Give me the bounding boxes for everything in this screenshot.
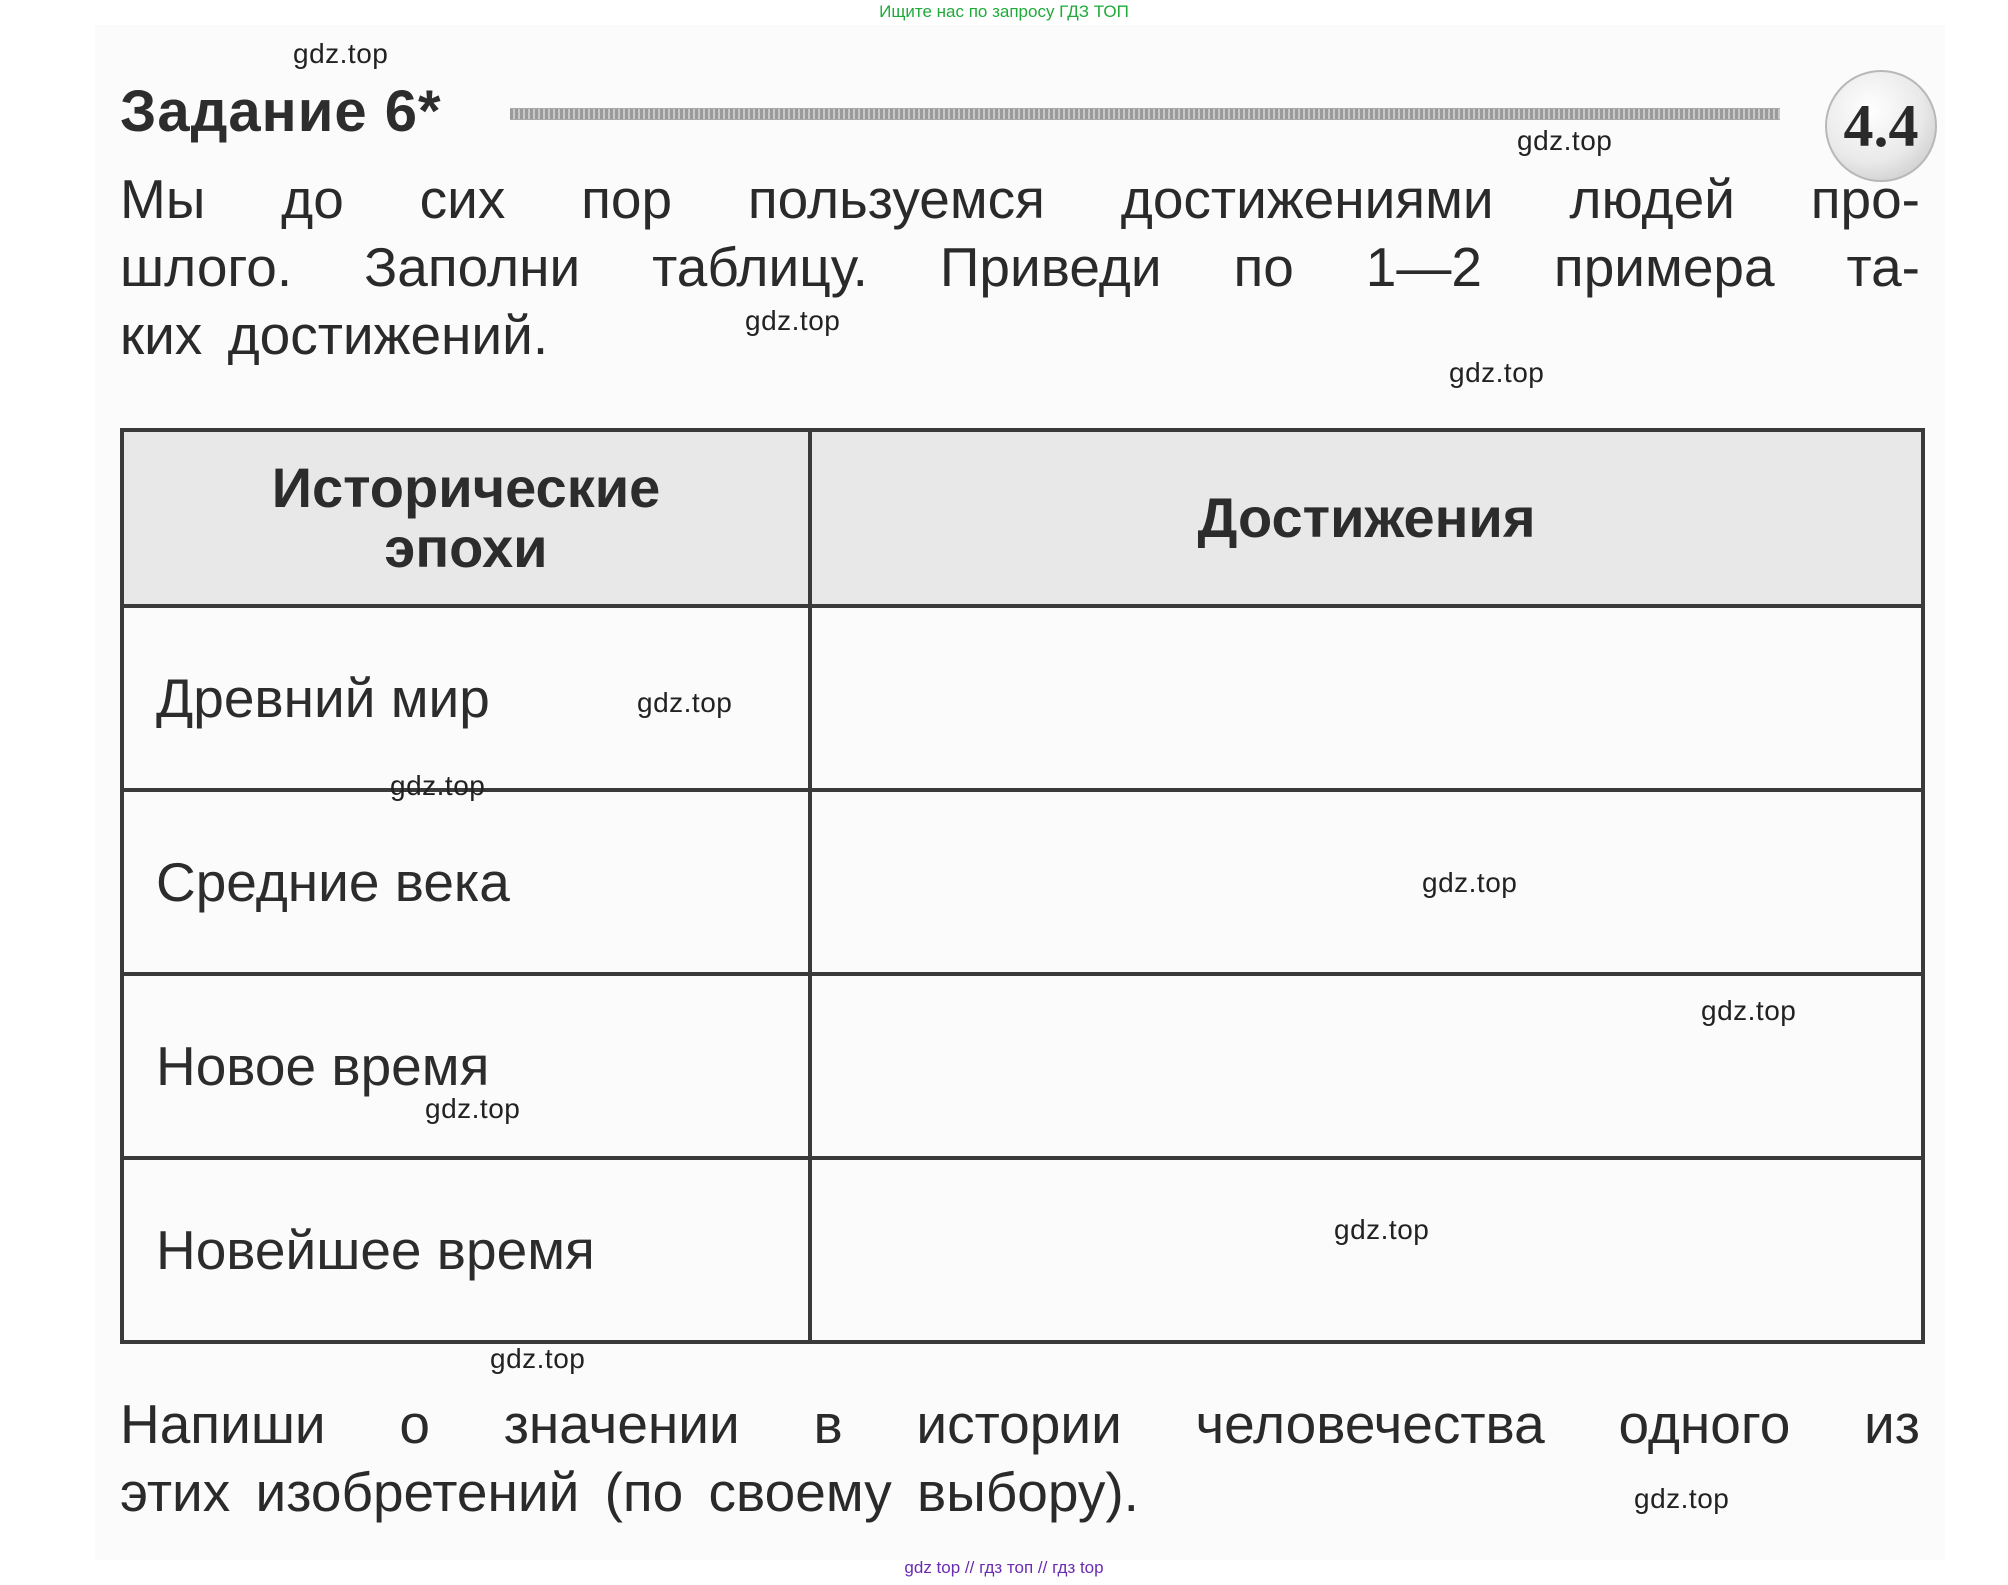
achievement-input-middle-ages[interactable] [810, 790, 1923, 974]
table-header-row [122, 430, 1923, 606]
watermark: gdz.top [1334, 1214, 1430, 1245]
watermark: gdz.top [1701, 995, 1797, 1026]
watermark: gdz.top [745, 305, 841, 336]
instruction-line-2: шлого. Заполни таблицу. Приведи по 1—2 примера та- [120, 236, 1920, 298]
achievement-input-contemporary[interactable] [810, 1158, 1923, 1342]
task-header [120, 70, 1930, 159]
task-number-badge: 4.4 [1825, 70, 1937, 182]
watermark: gdz.top [637, 687, 733, 718]
task-instructions [120, 165, 1920, 369]
achievement-input-ancient-world[interactable] [810, 606, 1923, 790]
epoch-ancient-world: Древний мир [122, 606, 810, 790]
epochs-table [120, 428, 1925, 1344]
task-title: Задание 6* [120, 79, 442, 144]
table-row [122, 790, 1923, 974]
watermark: gdz.top [1634, 1483, 1730, 1514]
header-achievements: Достижения [810, 430, 1923, 606]
watermark: gdz.top [490, 1343, 586, 1374]
top-banner[interactable]: Ищите нас по запросу ГДЗ ТОП [879, 2, 1129, 21]
table-row [122, 974, 1923, 1158]
watermark: gdz.top [1517, 125, 1613, 156]
epoch-middle-ages: Средние века [122, 790, 810, 974]
decorative-rule [510, 108, 1780, 120]
epoch-modern-times: Новое время [122, 974, 810, 1158]
table-row [122, 1158, 1923, 1342]
instruction-line-3: ких достижений. [120, 304, 549, 366]
watermark: gdz.top [1422, 867, 1518, 898]
header-epochs [122, 430, 810, 606]
watermark: gdz.top [293, 38, 389, 69]
footer-links[interactable]: gdz top // гдз топ // гдз top [904, 1558, 1104, 1577]
epoch-contemporary: Новейшее время [122, 1158, 810, 1342]
watermark: gdz.top [1449, 357, 1545, 388]
header-epochs-label: Исторические эпохи [271, 456, 661, 579]
watermark: gdz.top [390, 770, 486, 801]
watermark: gdz.top [425, 1093, 521, 1124]
followup-line-1: Напиши о значении в истории человечества одного из [120, 1393, 1920, 1455]
table-row [122, 606, 1923, 790]
instruction-line-1: Мы до сих пор пользуемся достижениями людей про- [120, 168, 1920, 230]
followup-line-2: этих изобретений (по своему выбору). [120, 1461, 1139, 1523]
